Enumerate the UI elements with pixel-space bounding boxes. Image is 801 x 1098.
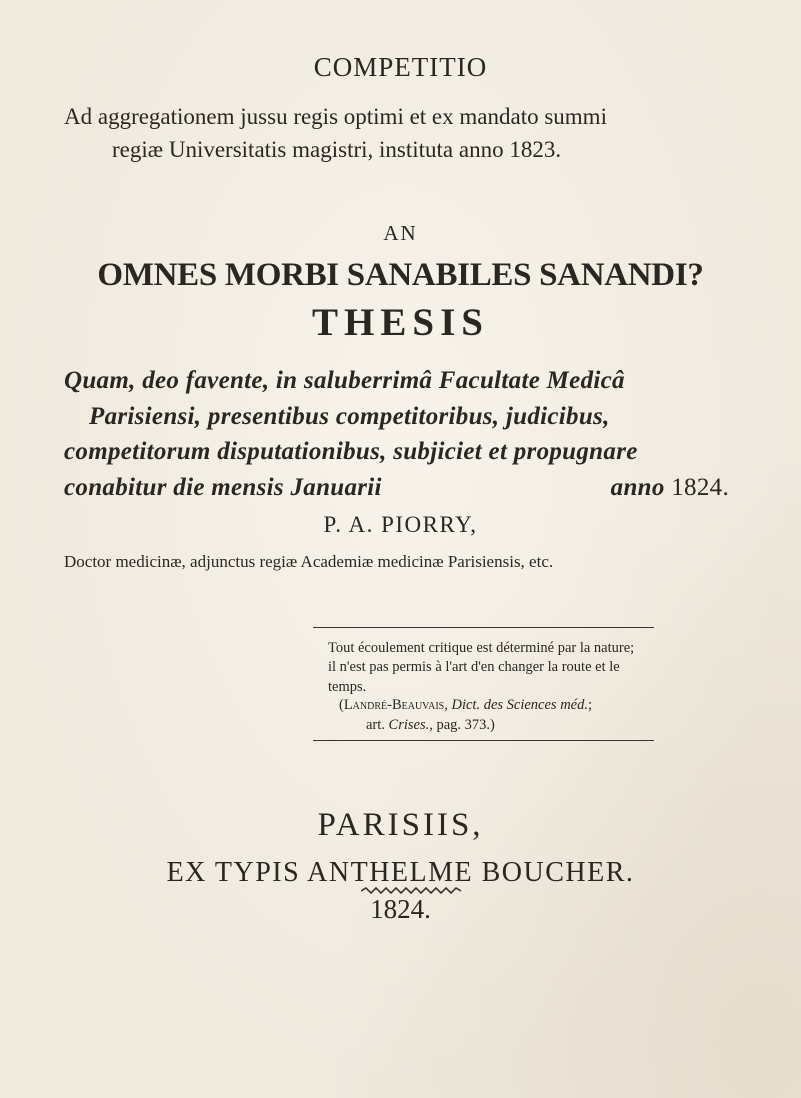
imprint-year: 1824. — [370, 894, 431, 924]
imprint-place: PARISIIS, — [317, 807, 484, 843]
lead-line-3: competitorum disputationibus, subjiciet et propugnare — [64, 438, 638, 465]
epigraph-source-work: Dict. des Sciences méd. — [451, 697, 588, 713]
epigraph-source-author: (Landré-Beauvais, — [339, 697, 448, 713]
thesis-heading: THESIS — [312, 301, 489, 344]
epigraph-rule-top — [313, 627, 654, 628]
incipit-line-2: regiæ Universitatis magistri, instituta anno 1823. — [112, 137, 562, 162]
epigraph-article: Crises. — [388, 717, 430, 733]
an-heading: AN — [383, 221, 418, 245]
lead-line-1: Quam, deo favente, in saluberrimâ Facultate Medicâ — [64, 367, 625, 394]
epigraph-source — [339, 697, 592, 714]
incipit-line-1: Ad aggregationem jussu regis optimi et ex mandato summi — [64, 104, 607, 129]
lead-line-4 — [64, 474, 729, 502]
epigraph-line-2: il n'est pas permis à l'art d'en changer la route et le — [328, 659, 620, 675]
epigraph-art-label: art. — [366, 717, 385, 733]
epigraph-source-sep: ; — [587, 697, 593, 713]
document-title: COMPETITIO — [313, 52, 488, 82]
lead-line-2: Parisiensi, presentibus competitoribus, judicibus, — [89, 403, 610, 430]
lead-year-group — [611, 474, 729, 502]
epigraph-page: , pag. 373.) — [429, 717, 495, 733]
thesis-question: OMNES MORBI SANABILES SANANDI? — [97, 257, 704, 293]
author-title: Doctor medicinæ, adjunctus regiæ Academiæ medicinæ Parisiensis, etc. — [64, 552, 554, 571]
epigraph-line-1: Tout écoulement critique est déterminé par la nature; — [328, 640, 635, 656]
lead-date-text: conabitur die mensis Januarii — [64, 474, 382, 501]
epigraph-line-3: temps. — [328, 679, 367, 695]
epigraph-source-ref — [366, 717, 495, 734]
epigraph-rule-bottom — [313, 740, 654, 741]
author-name: P. A. PIORRY, — [323, 512, 478, 537]
lead-year: 1824. — [671, 474, 729, 501]
lead-year-label: anno — [610, 474, 665, 501]
imprint-printer: EX TYPIS ANTHELME BOUCHER. — [166, 857, 635, 888]
